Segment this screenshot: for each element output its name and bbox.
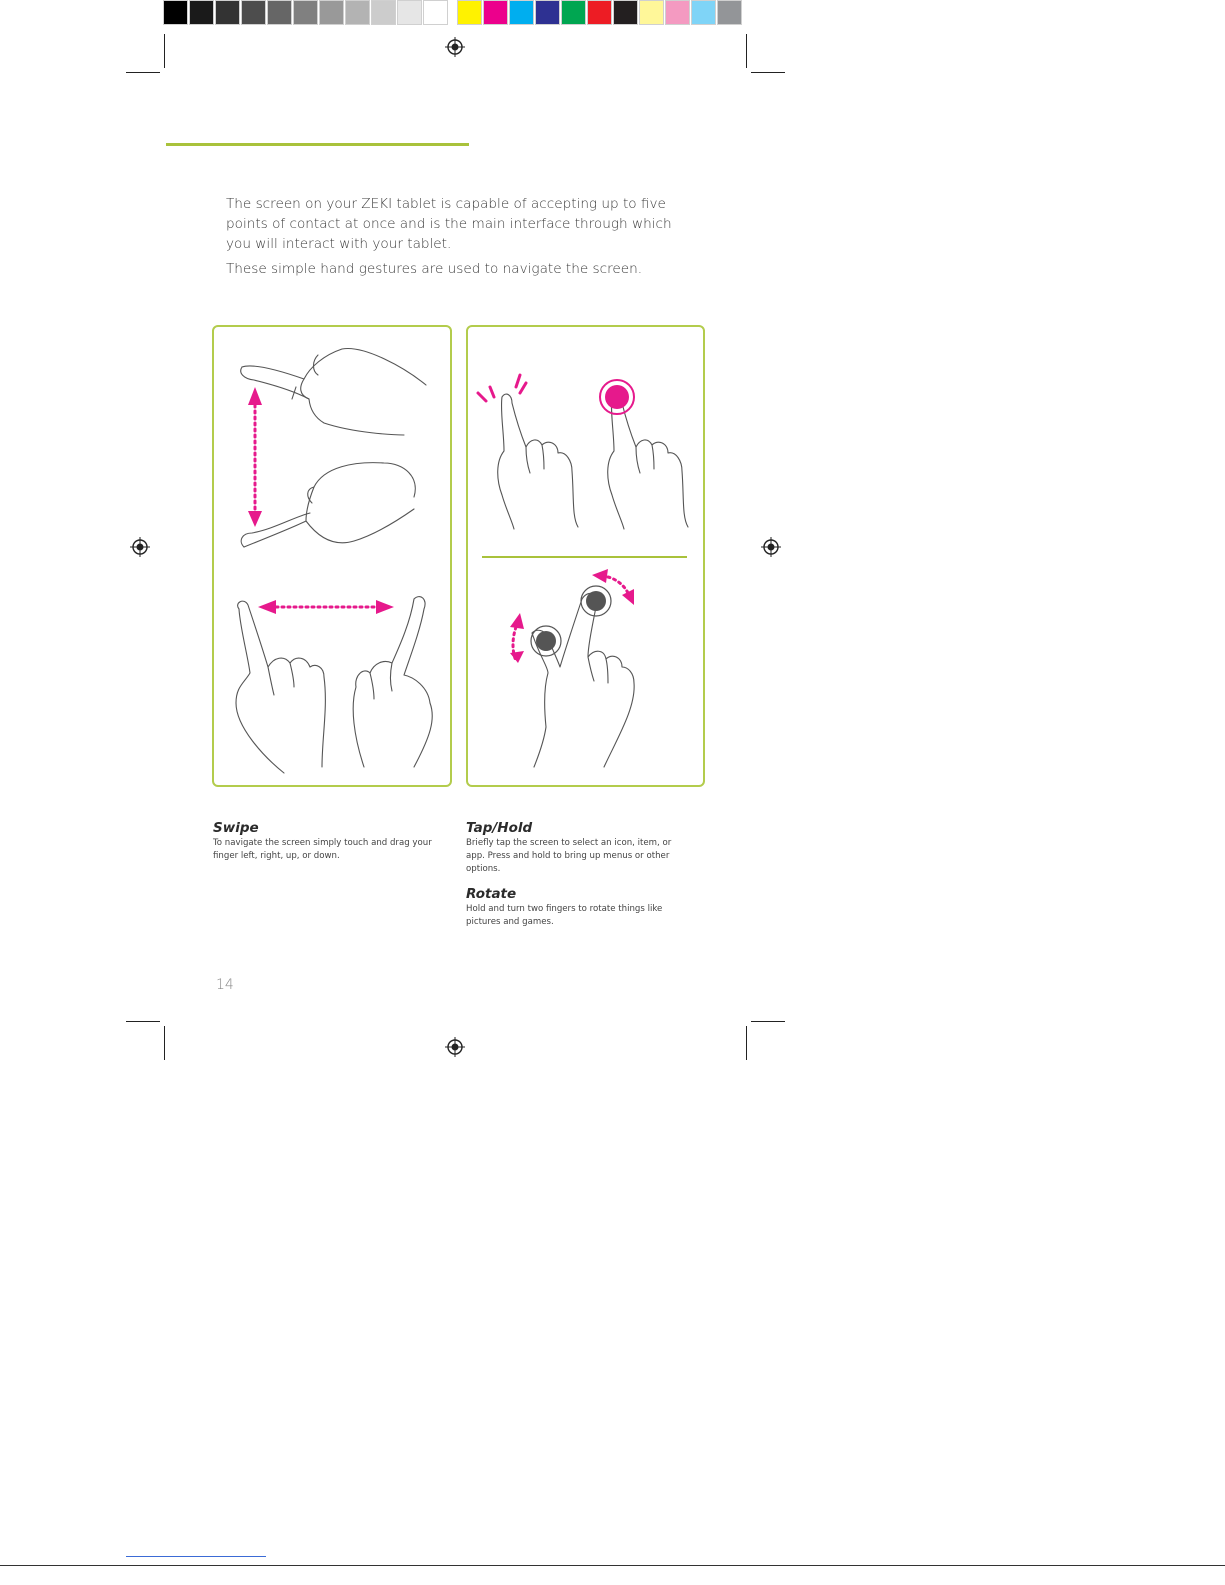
rotate-title: Rotate (466, 886, 517, 902)
registration-mark-left-icon (130, 537, 150, 557)
gray-swatch-7 (345, 0, 370, 25)
intro-gestures-line: These simple hand gestures are used to navigate the screen. (226, 261, 643, 277)
tap-rotate-hands-icon (468, 327, 707, 789)
gray-swatch-3 (241, 0, 266, 25)
color-swatch-7 (639, 0, 664, 25)
registration-mark-right-icon (761, 537, 781, 557)
gray-swatch-10 (423, 0, 448, 25)
rotate-description: Hold and turn two fingers to rotate things like pictures and games. (466, 904, 663, 927)
color-swatch-10 (717, 0, 742, 25)
color-swatch-3 (535, 0, 560, 25)
tap-hold-description: Briefly tap the screen to select an icon, item, or app. Press and hold to bring up menus or other options. (466, 838, 672, 874)
crop-mark-bottom-right-horizontal (751, 1021, 785, 1022)
crop-mark-top-right-vertical (746, 34, 747, 68)
printer-color-bar (163, 0, 743, 26)
tap-hold-title: Tap/Hold (466, 820, 533, 836)
color-swatch-5 (587, 0, 612, 25)
intro-paragraph: The screen on your ZEKI tablet is capable of accepting up to five points of contact at once and is the main interface through which you will interact with your tablet. (226, 196, 672, 252)
color-swatch-4 (561, 0, 586, 25)
gray-swatch-9 (397, 0, 422, 25)
swipe-title: Swipe (213, 820, 259, 836)
crop-mark-bottom-right-vertical (746, 1026, 747, 1060)
crop-mark-bottom-left-vertical (164, 1026, 165, 1060)
color-swatch-1 (483, 0, 508, 25)
color-swatch-8 (665, 0, 690, 25)
bottom-page-edge (0, 1565, 1225, 1566)
swipe-hands-icon (214, 327, 454, 789)
crop-mark-top-right-horizontal (751, 72, 785, 73)
gray-swatch-2 (215, 0, 240, 25)
color-swatch-2 (509, 0, 534, 25)
bottom-blue-rule (126, 1556, 266, 1557)
crop-mark-bottom-left-horizontal (126, 1021, 160, 1022)
gray-swatch-1 (189, 0, 214, 25)
gray-swatch-5 (293, 0, 318, 25)
swipe-description: To navigate the screen simply touch and drag your finger left, right, up, or down. (213, 838, 432, 861)
color-swatch-6 (613, 0, 638, 25)
page-number: 14 (216, 977, 234, 993)
registration-mark-bottom-icon (445, 1037, 465, 1057)
crop-mark-top-left-vertical (164, 34, 165, 68)
registration-mark-top-icon (445, 37, 465, 57)
swipe-illustration-panel (212, 325, 452, 787)
tap-rotate-divider (482, 556, 687, 558)
section-heading-rule (166, 143, 469, 146)
gray-swatch-8 (371, 0, 396, 25)
crop-mark-top-left-horizontal (126, 72, 160, 73)
gray-swatch-0 (163, 0, 188, 25)
color-bar-gap (449, 0, 457, 26)
gray-swatch-6 (319, 0, 344, 25)
color-swatch-0 (457, 0, 482, 25)
gray-swatch-4 (267, 0, 292, 25)
color-swatch-9 (691, 0, 716, 25)
